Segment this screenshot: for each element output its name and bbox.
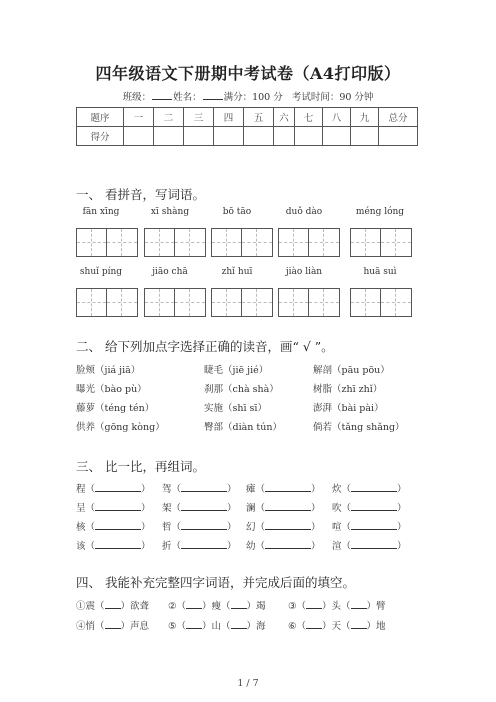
writing-box[interactable]	[76, 288, 138, 317]
score-cell: 题序	[77, 108, 124, 127]
paren-close: ）	[141, 503, 151, 514]
paren-open: （	[171, 503, 182, 514]
paren-close: ）	[311, 484, 321, 495]
idiom-blank[interactable]	[306, 620, 322, 629]
word-blank[interactable]	[265, 521, 311, 530]
score-input[interactable]	[184, 127, 214, 146]
writing-box[interactable]	[211, 228, 273, 257]
word-blank[interactable]	[351, 483, 397, 492]
score-input[interactable]	[295, 127, 323, 146]
word-blank[interactable]	[181, 540, 227, 549]
paren-open: （	[255, 541, 266, 552]
word-blank[interactable]	[95, 540, 141, 549]
score-cell: 六	[274, 108, 295, 127]
score-cell: 二	[154, 108, 184, 127]
compare-item	[332, 538, 407, 552]
pinyin: fān xīng	[82, 207, 120, 217]
compare-char: 折	[162, 541, 172, 552]
pinyin: jiào liàn	[285, 267, 323, 277]
compare-char: 呈	[76, 503, 86, 514]
writing-box[interactable]	[144, 228, 206, 257]
word-blank[interactable]	[265, 483, 311, 492]
compare-item	[332, 500, 407, 514]
compare-item	[246, 538, 321, 552]
compare-item	[246, 500, 321, 514]
score-value-row	[77, 127, 418, 146]
paren-open: （	[171, 541, 182, 552]
score-table	[76, 107, 418, 146]
paren-open: （	[85, 522, 96, 533]
reading-option[interactable]: 澎湃（bài pài）	[313, 403, 384, 414]
reading-option[interactable]: 解剖（pāu pōu）	[313, 365, 390, 376]
paren-open: （	[255, 484, 266, 495]
writing-box[interactable]	[211, 288, 273, 317]
reading-option[interactable]: 实施（shī sī）	[204, 403, 267, 414]
idiom-blank[interactable]	[105, 620, 121, 629]
section-2-title: 二、 给下列加点字选择正确的读音，画“ √ ”。	[76, 339, 334, 354]
score-cell: 五	[244, 108, 274, 127]
paren-close: ）	[227, 541, 237, 552]
score-input[interactable]	[244, 127, 274, 146]
score-input[interactable]	[154, 127, 184, 146]
score-input[interactable]	[274, 127, 295, 146]
paren-close: ）	[397, 503, 407, 514]
score-cell: 一	[124, 108, 154, 127]
class-blank[interactable]	[152, 90, 172, 100]
paren-close: ）	[397, 541, 407, 552]
pinyin: duǒ dào	[285, 207, 323, 217]
compare-item	[162, 519, 237, 533]
compare-char: 渲	[332, 541, 342, 552]
word-blank[interactable]	[351, 502, 397, 511]
reading-option[interactable]: 供养（gōng kòng）	[76, 422, 165, 433]
idiom-blank[interactable]	[231, 600, 247, 609]
pinyin: zhǐ huī	[221, 267, 253, 277]
idiom-blank[interactable]	[186, 620, 202, 629]
score-input[interactable]	[214, 127, 244, 146]
compare-item	[76, 500, 151, 514]
paren-open: （	[255, 522, 266, 533]
word-blank[interactable]	[265, 502, 311, 511]
idiom-item: ①震（ ）欲聋	[76, 601, 150, 612]
idiom-blank[interactable]	[306, 600, 322, 609]
section-3-title: 三、 比一比，再组词。	[76, 459, 205, 474]
writing-box[interactable]	[350, 288, 412, 317]
compare-item	[332, 481, 407, 495]
compare-item	[246, 519, 321, 533]
paren-open: （	[341, 503, 352, 514]
word-blank[interactable]	[181, 483, 227, 492]
word-blank[interactable]	[351, 521, 397, 530]
word-blank[interactable]	[265, 540, 311, 549]
word-blank[interactable]	[351, 540, 397, 549]
paren-open: （	[85, 541, 96, 552]
paren-close: ）	[141, 484, 151, 495]
compare-char: 喧	[332, 522, 342, 533]
paren-close: ）	[227, 522, 237, 533]
compare-char: 吹	[332, 503, 342, 514]
score-cell: 七	[295, 108, 323, 127]
section-1-title: 一、 看拼音，写词语。	[76, 187, 205, 202]
pinyin: bō tāo	[222, 207, 252, 217]
pinyin: huā suì	[363, 267, 397, 277]
writing-box[interactable]	[278, 228, 340, 257]
reading-option[interactable]: 树脂（zhī zhǐ）	[313, 384, 383, 395]
compare-char: 架	[162, 503, 172, 514]
word-blank[interactable]	[181, 521, 227, 530]
reading-option[interactable]: 藤萝（téng tén）	[76, 403, 155, 414]
idiom-item: ④悄（ ）声息	[76, 621, 150, 632]
idiom-blank[interactable]	[351, 600, 367, 609]
word-blank[interactable]	[95, 521, 141, 530]
idiom-blank[interactable]	[231, 620, 247, 629]
paren-close: ）	[397, 484, 407, 495]
score-label: 得分	[77, 127, 124, 146]
score-cell: 四	[214, 108, 244, 127]
idiom-item: ②（ ）瘦（ ）竭	[168, 601, 266, 612]
compare-char: 核	[76, 522, 86, 533]
paren-close: ）	[397, 522, 407, 533]
compare-char: 炊	[332, 484, 342, 495]
compare-char: 驾	[162, 484, 172, 495]
paren-open: （	[171, 522, 182, 533]
idiom-blank[interactable]	[105, 600, 121, 609]
reading-option[interactable]: 睫毛（jiē jié）	[204, 365, 269, 376]
page-title: 四年级语文下册期中考试卷（A4打印版）	[95, 64, 401, 83]
compare-item	[76, 538, 151, 552]
compare-char: 幻	[246, 522, 256, 533]
pinyin: shuǐ píng	[79, 267, 123, 277]
reading-option[interactable]: 刹那（chà shà）	[204, 384, 279, 395]
writing-box[interactable]	[76, 228, 138, 257]
compare-char: 幼	[246, 541, 256, 552]
word-blank[interactable]	[95, 483, 141, 492]
paren-open: （	[341, 484, 352, 495]
pinyin: xī shàng	[150, 207, 190, 217]
score-input[interactable]	[379, 127, 418, 146]
compare-item	[246, 481, 321, 495]
compare-char: 哲	[162, 522, 172, 533]
compare-char: 瘫	[246, 484, 256, 495]
compare-item	[332, 519, 407, 533]
compare-char: 该	[76, 541, 86, 552]
paren-close: ）	[311, 541, 321, 552]
reading-option[interactable]: 倘若（tǎng shǎng）	[313, 422, 405, 433]
paren-close: ）	[141, 522, 151, 533]
score-input[interactable]	[323, 127, 351, 146]
exam-time: 考试时间：90 分钟	[291, 92, 374, 103]
reading-option[interactable]: 脸颊（jiá jiā）	[76, 365, 141, 376]
reading-option[interactable]: 曝光（bào pù）	[76, 384, 147, 395]
reading-option[interactable]: 臀部（diàn tún）	[204, 422, 282, 433]
score-cell: 九	[351, 108, 379, 127]
writing-box[interactable]	[350, 228, 412, 257]
writing-box[interactable]	[278, 288, 340, 317]
paren-open: （	[341, 522, 352, 533]
compare-item	[76, 481, 151, 495]
score-input[interactable]	[124, 127, 154, 146]
idiom-item: ③（ ）头（ ）臂	[288, 601, 386, 612]
score-input[interactable]	[351, 127, 379, 146]
paren-open: （	[85, 503, 96, 514]
name-label: 姓名：	[173, 92, 202, 103]
exam-info	[0, 89, 496, 103]
writing-box[interactable]	[144, 288, 206, 317]
pinyin: jiāo chā	[152, 267, 188, 277]
compare-char: 程	[76, 484, 86, 495]
paren-open: （	[255, 503, 266, 514]
pinyin: méng lóng	[355, 207, 405, 217]
idiom-item: ⑥（ ）天（ ）地	[288, 621, 386, 632]
compare-item	[76, 519, 151, 533]
score-cell: 八	[323, 108, 351, 127]
compare-item	[162, 538, 237, 552]
page-number: 1 / 7	[237, 678, 259, 689]
paren-open: （	[341, 541, 352, 552]
score-cell: 三	[184, 108, 214, 127]
section-4-title: 四、 我能补充完整四字词语，并完成后面的填空。	[76, 575, 355, 590]
paren-close: ）	[227, 484, 237, 495]
paren-close: ）	[141, 541, 151, 552]
paren-close: ）	[311, 522, 321, 533]
word-blank[interactable]	[181, 502, 227, 511]
word-blank[interactable]	[95, 502, 141, 511]
paren-open: （	[171, 484, 182, 495]
paren-close: ）	[311, 503, 321, 514]
score-header-row	[77, 108, 418, 127]
idiom-item: ⑤（ ）山（ ）海	[168, 621, 266, 632]
paren-open: （	[85, 484, 96, 495]
paren-close: ）	[227, 503, 237, 514]
idiom-blank[interactable]	[351, 620, 367, 629]
compare-item	[162, 481, 237, 495]
score-cell: 总分	[379, 108, 418, 127]
full-score: 满分：100 分	[223, 92, 283, 103]
idiom-blank[interactable]	[186, 600, 202, 609]
compare-item	[162, 500, 237, 514]
name-blank[interactable]	[203, 90, 223, 100]
class-label: 班级：	[122, 92, 152, 103]
compare-char: 澜	[246, 503, 256, 514]
